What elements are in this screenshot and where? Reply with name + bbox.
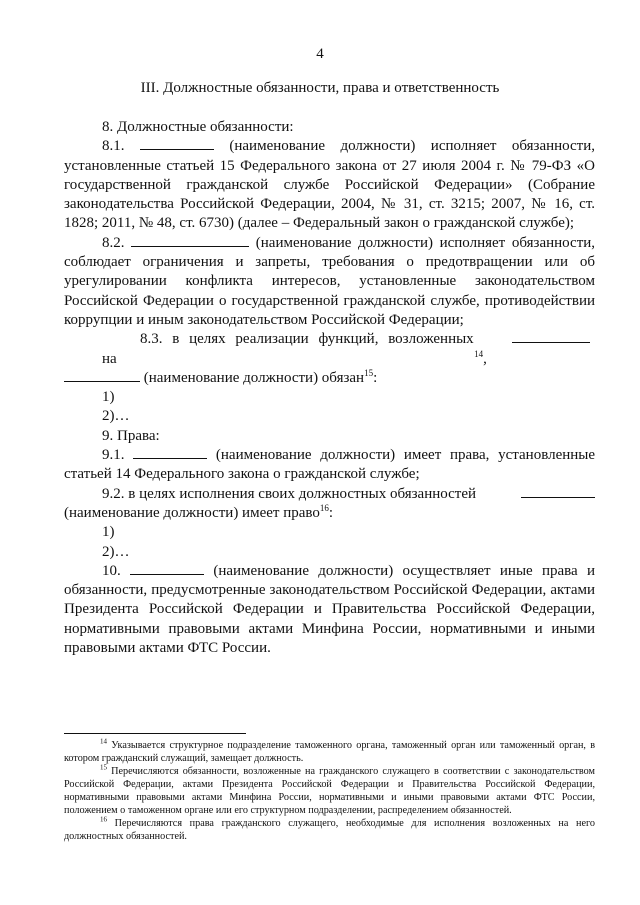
paragraph-number: 10. (102, 562, 121, 579)
paragraph-8-2 (64, 234, 595, 330)
footnote-text: Указывается структурное подразделение таможенного органа, таможенный орган или таможенный орган, в котором гражданский служащий, замещает должность. (64, 740, 595, 764)
paragraph-9-2-line (64, 485, 595, 504)
footnote-15 (64, 765, 595, 817)
paragraph-text: (наименование должности) осуществляет иные права и обязанности, предусмотренные законодательством Российской Федерации, актами Президента Российской Федерации и Правительства Российской Федерации, нормативными правовыми актами Минфина России, нормативными и иными правовыми актами ФТС России. (64, 562, 596, 657)
footnote-ref: 15 (364, 367, 374, 378)
punctuation: : (373, 369, 378, 386)
footnote-text: Перечисляются права гражданского служащего, необходимые для исполнения возложенных на него должностных обязанностей. (64, 818, 595, 842)
paragraph-number: 8.1. (102, 138, 125, 155)
punctuation: , (483, 350, 487, 367)
paragraph-number: 9.1. (102, 447, 125, 464)
blank-line (512, 330, 590, 343)
list-item: 1) (102, 524, 115, 541)
blank-line (130, 562, 204, 575)
paragraph-9-1 (64, 446, 595, 485)
blank-with-footnote (474, 330, 595, 369)
paragraph-text: (наименование должности) имеет право (64, 504, 320, 521)
footnote-ref: 14 (474, 348, 484, 359)
paragraph-text: (наименование должности) обязан (143, 369, 365, 386)
paragraph-8-heading: 8. Должностные обязанности: (102, 119, 294, 135)
paragraph-10 (64, 562, 595, 658)
footnote-mark: 16 (100, 815, 107, 824)
paragraph-text: 8.3. в целях реализации функций, возложенных на (102, 331, 474, 367)
footnote-mark: 15 (100, 763, 107, 772)
blank-line (521, 485, 595, 498)
footnote-divider (64, 733, 246, 734)
footnote-14 (64, 739, 595, 765)
list-item: 1) (102, 389, 115, 406)
blank-line (131, 234, 249, 247)
footnote-ref: 16 (319, 502, 329, 513)
paragraph-text: 9.2. в целях исполнения своих должностных обязанностей (102, 485, 477, 502)
paragraph-number: 8.2. (102, 234, 125, 251)
blank-line (64, 369, 140, 382)
punctuation: : (328, 504, 334, 521)
paragraph-text: (наименование должности) имеет права, установленные статьей 14 Федерального закона о гражданской службе; (64, 447, 596, 483)
footnote-text: Перечисляются обязанности, возложенные на гражданского служащего в соответствии с законодательством Российской Федерации, актами Президента Российской Федерации и Правительства Российской Федерации, нормативными правовыми актами Минфина России, нормативными и иными правовыми актами ФТС России, положением о таможенном органе или его структурном подразделении, распределением обязанностей. (64, 766, 595, 816)
footnote-16 (64, 817, 595, 843)
paragraph-9-2-tail (64, 504, 595, 523)
paragraph-text: (наименование должности) исполняет обязанности, установленные статьей 15 Федерального закона от 27 июля 2004 г. № 79-ФЗ «О государственной гражданской службе Российской Федерации» (Собрание законодательства Российской Федерации, 2004, № 31, ст. 3215; 2007, № 16, ст. 1828; 2011, № 48, ст. 6730) (далее – Федеральный закон о гражданской службе); (64, 138, 596, 232)
footnotes (64, 739, 595, 843)
blank-line (140, 137, 214, 150)
page-number: 4 (316, 46, 324, 62)
footnote-mark: 14 (100, 737, 107, 746)
paragraph-8-3-line (64, 330, 595, 369)
paragraph-8-1 (64, 137, 595, 233)
list-item: 2)… (102, 543, 130, 560)
paragraph-8-3-tail (64, 369, 595, 388)
blank-line (133, 446, 207, 459)
section-title: III. Должностные обязанности, права и ответственность (140, 80, 500, 96)
list-item: 2)… (102, 408, 130, 425)
paragraph-text: (наименование должности) исполняет обязанности, соблюдает ограничения и запреты, требования о предотвращении или об урегулировании конфликта интересов, установленные законодательством Российской Федерации о государственной гражданской службе, противодействии коррупции и иным законодательством Российской Федерации; (64, 234, 596, 328)
paragraph-9-heading: 9. Права: (102, 427, 160, 444)
document-body (64, 118, 595, 658)
